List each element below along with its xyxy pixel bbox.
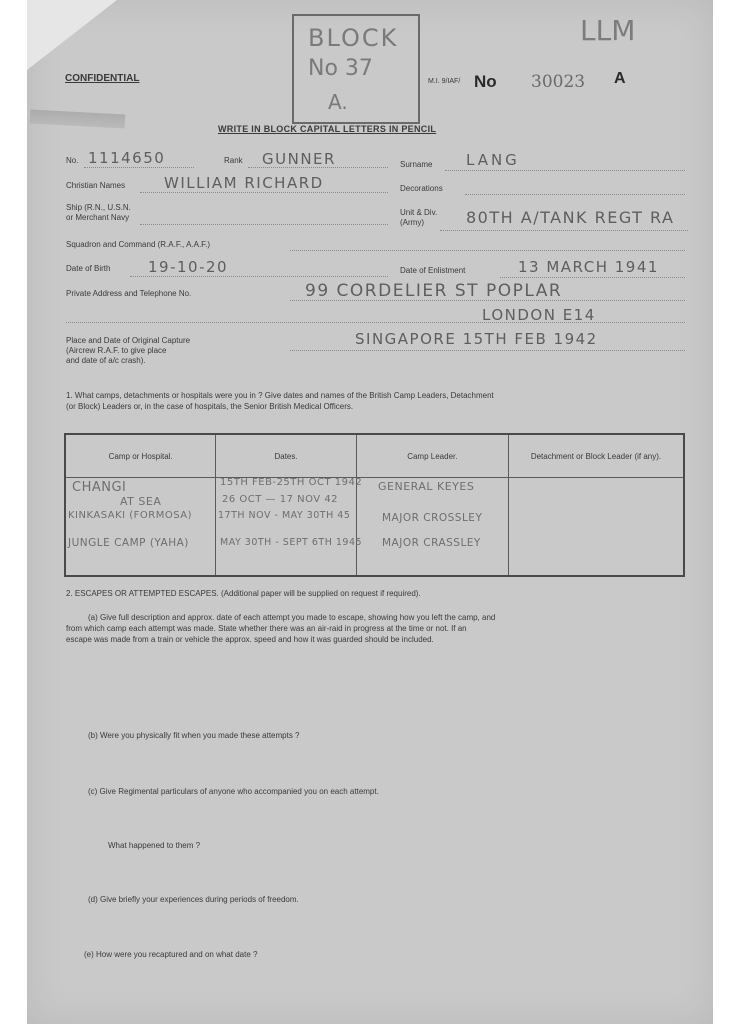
table-row (65, 478, 684, 577)
capture-label-1: Place and Date of Original Capture (66, 336, 191, 345)
q2-e: (e) How were you recaptured and on what date ? (84, 950, 258, 959)
col-camp: Camp or Hospital. (65, 434, 216, 478)
row-3-dates: 17TH NOV - MAY 30TH 45 (218, 510, 351, 521)
address-line-rule-2 (66, 322, 685, 323)
surname-line (445, 170, 685, 171)
row-4-camp: JUNGLE CAMP (YAHA) (68, 537, 189, 549)
unit-line (440, 230, 688, 231)
stamp-line-3: A. (328, 90, 348, 114)
stamp-line-1: BLOCK (308, 24, 399, 52)
christian-names-label: Christian Names (66, 181, 126, 190)
squadron-line (290, 250, 685, 251)
rank-label: Rank (224, 156, 243, 165)
unit-label-2: (Army) (400, 218, 424, 227)
q2-a-line-2: from which camp each attempt was made. State whether there was an air-raid in progress at the time or not. If an (66, 624, 467, 633)
christian-names-line (140, 192, 388, 193)
enlistment-line (500, 277, 685, 278)
unit-value: 80TH A/TANK REGT RA (466, 208, 675, 227)
q2-b: (b) Were you physically fit when you made these attempts ? (88, 731, 300, 740)
form-suffix: A (614, 70, 626, 87)
initials-scrawl: LLM (580, 14, 636, 47)
col-dates: Dates. (216, 434, 356, 478)
ship-label-2: or Merchant Navy (66, 213, 130, 222)
ship-label-1: Ship (R.N., U.S.N. (66, 203, 131, 212)
q2-a-line-1: (a) Give full description and approx. date of each attempt you made to escape, showing how you left the camp, and (88, 613, 496, 622)
christian-names-value: WILLIAM RICHARD (164, 174, 324, 192)
q2-heading: 2. ESCAPES OR ATTEMPTED ESCAPES. (Additional paper will be supplied on request if required). (66, 589, 421, 598)
camps-table-header (65, 434, 684, 478)
form-code: M.I. 9/IAF/ (428, 78, 461, 85)
q1-text-2: (or Block) Leaders or, in the case of hospitals, the Senior British Medical Officers. (66, 402, 354, 411)
q2-a-line-3: escape was made from a train or vehicle the approx. speed and how it was guarded should be included. (66, 635, 434, 644)
q2-c-followup: What happened to them ? (108, 841, 201, 850)
no-field-label: No. (66, 156, 79, 165)
unit-label-1: Unit & Div. (400, 208, 438, 217)
surname-value: LANG (466, 151, 520, 169)
dob-value: 19-10-20 (148, 258, 229, 276)
confidential-label: CONFIDENTIAL (65, 73, 140, 84)
squadron-label: Squadron and Command (R.A.F., A.A.F.) (66, 240, 211, 249)
enlistment-label: Date of Enlistment (400, 266, 466, 275)
dates-cell (216, 478, 356, 577)
row-3-leader: MAJOR CROSSLEY (382, 512, 483, 524)
address-label: Private Address and Telephone No. (66, 289, 192, 298)
no-line (84, 167, 194, 168)
col-detachment: Detachment or Block Leader (if any). (508, 434, 684, 478)
detachment-cell (508, 478, 684, 577)
ship-line (140, 224, 388, 225)
form-number: 30023 (531, 72, 586, 92)
dob-line (130, 276, 388, 277)
col-leader: Camp Leader. (356, 434, 508, 478)
folded-corner (27, 0, 117, 70)
address-line-rule-1 (290, 300, 685, 301)
row-3-camp: KINKASAKI (FORMOSA) (68, 510, 193, 521)
address-line-1: 99 CORDELIER ST POPLAR (305, 281, 563, 301)
address-line-2: LONDON E14 (482, 306, 596, 324)
capture-label-2: (Aircrew R.A.F. to give place (66, 346, 167, 355)
row-2-camp: AT SEA (120, 495, 162, 508)
dob-label: Date of Birth (66, 264, 111, 273)
rank-value: GUNNER (262, 150, 336, 168)
stamp-line-2: No 37 (308, 56, 373, 81)
no-label: No (474, 72, 497, 91)
q2-c: (c) Give Regimental particulars of anyone who accompanied you on each attempt. (88, 787, 379, 796)
capture-value: SINGAPORE 15TH FEB 1942 (355, 330, 598, 348)
no-field-value: 1114650 (88, 149, 166, 167)
decorations-line (465, 194, 685, 195)
decorations-label: Decorations (400, 184, 443, 193)
q2-d: (d) Give briefly your experiences during periods of freedom. (88, 895, 299, 904)
row-1-dates: 15TH FEB-25TH OCT 1942 (220, 477, 363, 488)
row-4-leader: MAJOR CRASSLEY (382, 537, 481, 549)
capture-label-3: and date of a/c crash). (66, 356, 146, 365)
row-4-dates: MAY 30TH - SEPT 6TH 1945 (220, 537, 363, 548)
rank-line (248, 167, 388, 168)
row-1-leader: GENERAL KEYES (378, 480, 475, 493)
capture-line (290, 350, 685, 351)
enlistment-value: 13 MARCH 1941 (518, 258, 659, 276)
block-stamp (292, 14, 420, 124)
q1-text-1: 1. What camps, detachments or hospitals were you in ? Give dates and names of the British Camp Leaders, Detachment (66, 391, 494, 400)
row-2-dates: 26 OCT — 17 NOV 42 (222, 494, 339, 505)
row-1-camp: CHANGI (72, 480, 127, 495)
surname-label: Surname (400, 160, 433, 169)
instruction-heading: WRITE IN BLOCK CAPITAL LETTERS IN PENCIL (218, 124, 437, 134)
